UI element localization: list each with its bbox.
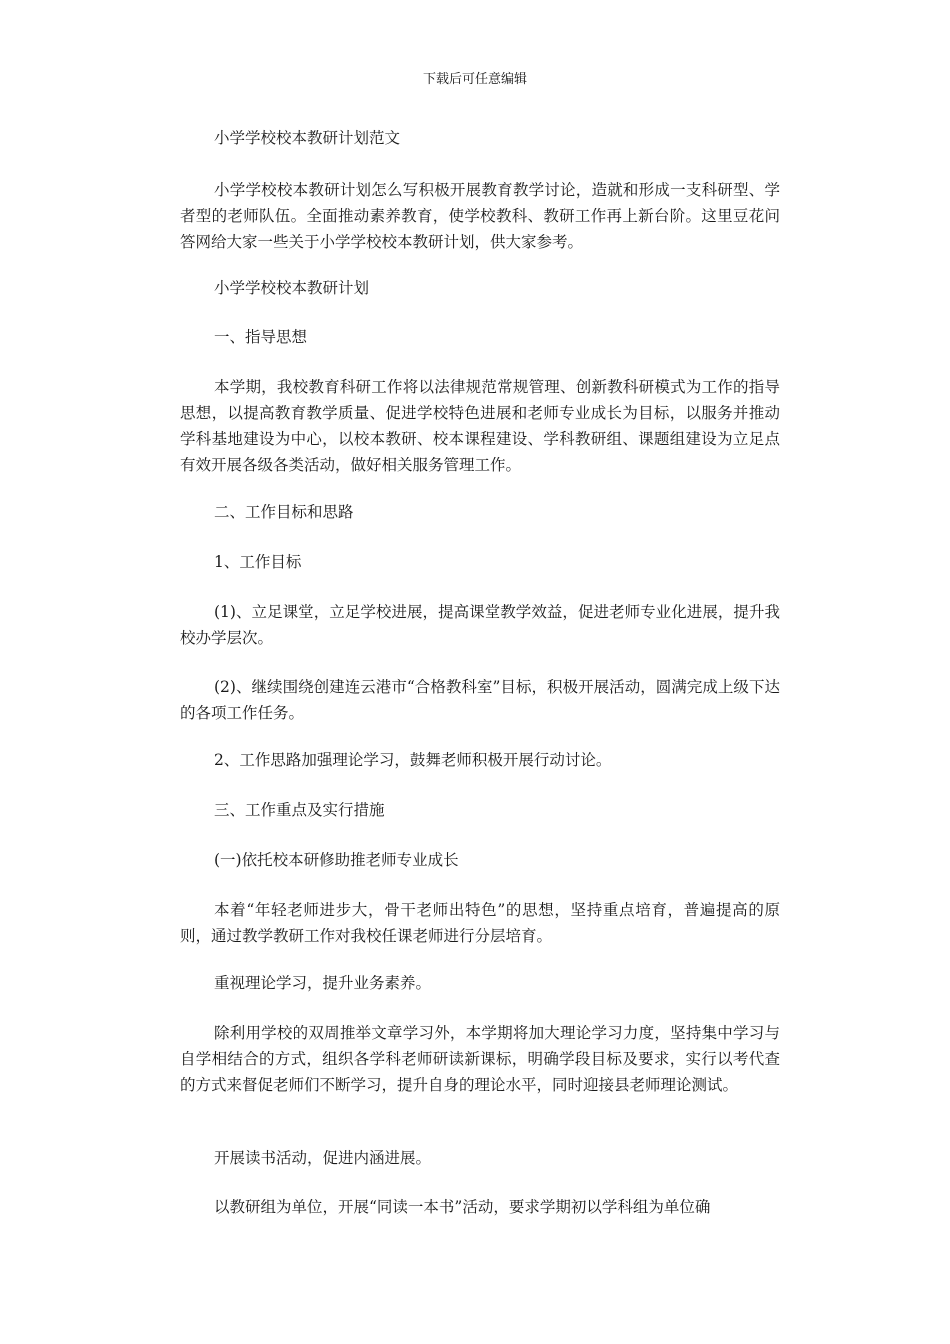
intro-paragraph: 小学学校校本教研计划怎么写积极开展教育教学讨论，造就和形成一支科研型、学者型的老师队伍。全面推动素养教育，使学校教科、教研工作再上新台阶。这里豆花问答网给大家一些关于小学学校校本教研计划，供大家参考。 bbox=[180, 181, 780, 251]
subheading-school-research: (一)依托校本研修助推老师专业成长 bbox=[214, 851, 459, 869]
paragraph-study-detail: 除利用学校的双周推举文章学习外，本学期将加大理论学习力度，坚持集中学习与自学相结合的方式，组织各学科老师研读新课标，明确学段目标及要求，实行以考代查的方式来督促老师们不断学习，提升自身的理论水平，同时迎接县老师理论测试。 bbox=[180, 1024, 780, 1094]
subheading-work-approach: 2、工作思路加强理论学习，鼓舞老师积极开展行动讨论。 bbox=[214, 751, 612, 769]
subheading-work-goals: 1、工作目标 bbox=[214, 553, 302, 571]
section-heading-measures: 三、工作重点及实行措施 bbox=[214, 801, 385, 819]
section-heading-goals: 二、工作目标和思路 bbox=[214, 503, 354, 521]
goal-item-2: (2)、继续围绕创建连云港市“合格教科室”目标，积极开展活动，圆满完成上级下达的各项工作任务。 bbox=[180, 678, 780, 722]
doc-title: 小学学校校本教研计划范文 bbox=[214, 129, 401, 147]
goal-item-1: (1)、立足课堂，立足学校进展，提高课堂教学效益，促进老师专业化进展，提升我校办学层次。 bbox=[180, 603, 780, 647]
paragraph-reading-detail: 以教研组为单位，开展“同读一本书”活动，要求学期初以学科组为单位确 bbox=[214, 1198, 711, 1216]
section-heading: 小学学校校本教研计划 bbox=[214, 279, 370, 297]
paragraph-guiding-ideology: 本学期，我校教育科研工作将以法律规范常规管理、创新教科研模式为工作的指导思想，以提高教育教学质量、促进学校特色进展和老师专业成长为目标，以服务并推动学科基地建设为中心，以校本教研、校本课程建设、学科教研组、课题组建设为立足点有效开展各级各类活动，做好相关服务管理工作。 bbox=[180, 378, 780, 474]
section-heading-guiding-ideology: 一、指导思想 bbox=[214, 328, 308, 346]
page-header: 下载后可任意编辑 bbox=[422, 72, 527, 87]
paragraph-theory-study: 重视理论学习，提升业务素养。 bbox=[214, 974, 432, 992]
paragraph-reading-activity: 开展读书活动，促进内涵进展。 bbox=[214, 1149, 432, 1167]
paragraph-training-principle: 本着“年轻老师进步大，骨干老师出特色”的思想，坚持重点培育，普遍提高的原则，通过教学教研工作对我校任课老师进行分层培育。 bbox=[180, 901, 780, 945]
